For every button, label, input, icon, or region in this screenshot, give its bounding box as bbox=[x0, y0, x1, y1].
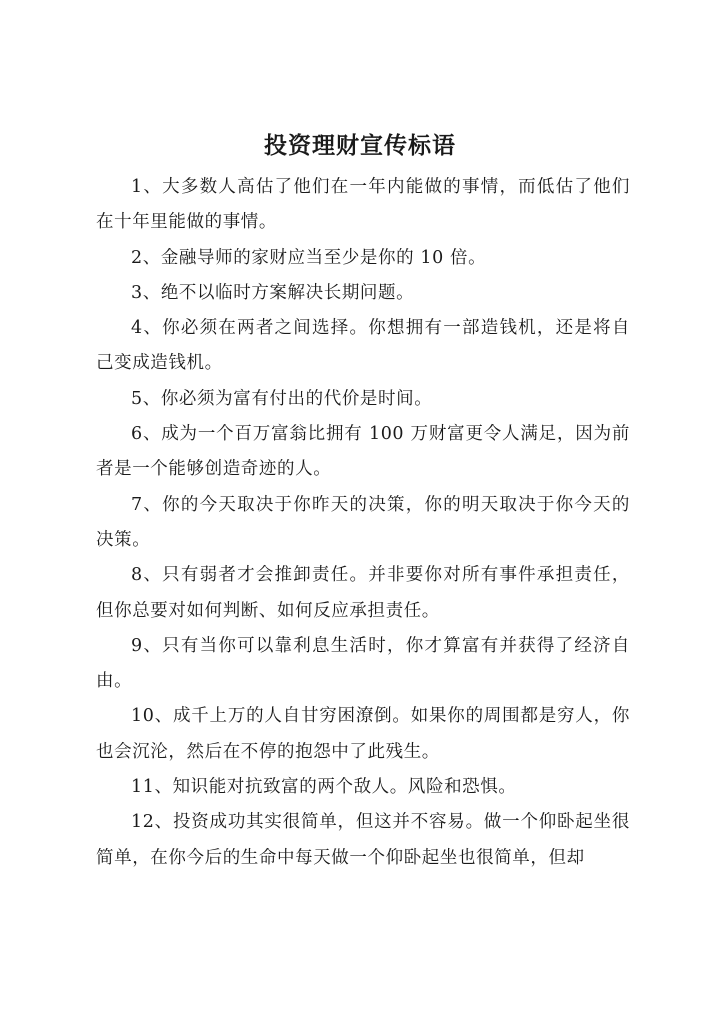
paragraph-1: 1、大多数人高估了他们在一年内能做的事情，而低估了他们在十年里能做的事情。 bbox=[96, 177, 630, 233]
paragraph-9: 9、只有当你可以靠利息生活时，你才算富有并获得了经济自由。 bbox=[96, 635, 630, 692]
paragraph-6: 6、成为一个百万富翁比拥有 100 万财富更令人满足，因为前者是一个能够创造奇迹的人。 bbox=[96, 424, 630, 480]
document-title: 投资理财宣传标语 bbox=[264, 132, 456, 159]
paragraph-3: 3、绝不以临时方案解决长期问题。 bbox=[131, 282, 415, 303]
paragraph-4: 4、你必须在两者之间选择。你想拥有一部造钱机，还是将自己变成造钱机。 bbox=[96, 318, 630, 374]
paragraph-7: 7、你的今天取决于你昨天的决策，你的明天取决于你今天的决策。 bbox=[96, 494, 630, 550]
paragraph-2: 2、金融导师的家财应当至少是你的 10 倍。 bbox=[131, 247, 487, 268]
paragraph-10: 10、成千上万的人自甘穷困潦倒。如果你的周围都是穷人，你也会沉沦，然后在不停的抱怨中了此残生。 bbox=[96, 706, 630, 762]
paragraph-5: 5、你必须为富有付出的代价是时间。 bbox=[131, 388, 433, 409]
paragraph-8: 8、只有弱者才会推卸责任。并非要你对所有事件承担责任，但你总要对如何判断、如何反应承担责任。 bbox=[96, 565, 630, 621]
document-body bbox=[96, 170, 630, 876]
paragraph-11: 11、知识能对抗致富的两个敌人。风险和恐惧。 bbox=[131, 777, 517, 798]
paragraph-12: 12、投资成功其实很简单，但这并不容易。做一个仰卧起坐很简单，在你今后的生命中每天做一个仰卧起坐也很简单，但却 bbox=[96, 812, 630, 868]
